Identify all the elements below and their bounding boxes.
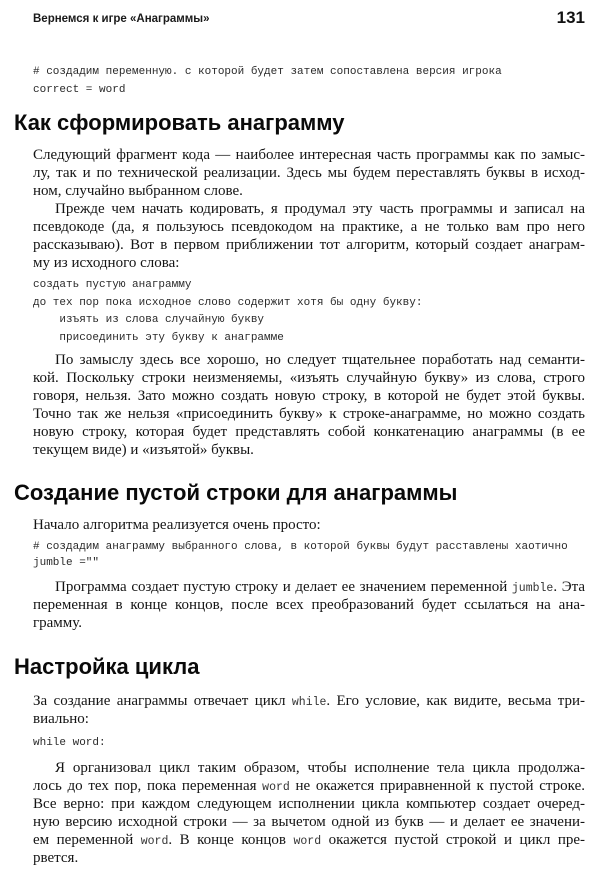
text-run: jumble ="" xyxy=(33,557,100,569)
paragraph-line xyxy=(33,517,585,535)
text-run: рвется. xyxy=(33,850,79,866)
text-run: переменная в конце концов, после всех преобразований будет ссылаться на ана- xyxy=(33,597,585,613)
text-run: изъять из слова случайную букву xyxy=(33,314,265,327)
paragraph-line xyxy=(33,424,585,442)
paragraph-line xyxy=(33,352,585,370)
paragraph-line xyxy=(33,814,585,832)
text-run: виально: xyxy=(33,711,89,727)
code-line xyxy=(33,84,585,102)
text-run: лу, так и по технической реализации. Здесь мы будем переставлять буквы в исход- xyxy=(33,165,585,181)
text-run: . В конце концов xyxy=(168,832,294,848)
code-line xyxy=(33,737,585,755)
paragraph-line xyxy=(33,615,585,633)
paragraph-line xyxy=(33,255,585,273)
paragraph-line xyxy=(33,597,585,615)
text-run: окажется пустой строкой и цикл пре- xyxy=(321,832,585,848)
inline-code: word xyxy=(140,835,169,848)
paragraph-line xyxy=(33,711,585,729)
text-run: присоединить эту букву к анаграмме xyxy=(33,332,284,345)
text-run: while word: xyxy=(33,737,106,749)
paragraph-line xyxy=(33,237,585,255)
text-run: ем переменной xyxy=(33,832,141,848)
text-run: грамму. xyxy=(33,615,83,631)
running-title: Вернемся к игре «Анаграммы» xyxy=(33,13,210,25)
text-run: рассказываю). Вот в первом приближении тот алгоритм, который создает анаграм- xyxy=(33,237,585,253)
text-run: создать пустую анаграмму xyxy=(33,279,192,291)
text-run: му из исходного слова: xyxy=(33,255,180,271)
code-line xyxy=(33,557,585,575)
paragraph-line xyxy=(33,388,585,406)
paragraph-line xyxy=(33,370,585,388)
text-run: correct = word xyxy=(33,84,126,96)
text-run: кой. Поскольку строки неизменяемы, «изъять случайную букву» из слова, строго xyxy=(33,370,585,386)
code-line xyxy=(33,279,585,297)
code-line xyxy=(33,314,585,332)
paragraph-line xyxy=(33,406,585,424)
text-run: говоря, нельзя. Зато можно создать новую строку, в которой не будет этой буквы. xyxy=(33,388,585,404)
page-number: 131 xyxy=(556,8,585,27)
paragraph-line xyxy=(33,201,585,219)
inline-code: while xyxy=(291,696,327,709)
section-heading: Настройка цикла xyxy=(14,654,200,679)
text-run: # создадим анаграмму выбранного слова, в которой буквы будут расставлены хаотично xyxy=(33,541,568,553)
text-run: Следующий фрагмент кода — наиболее интересная часть программы как по замыс- xyxy=(33,147,585,163)
paragraph-line xyxy=(33,850,585,868)
code-line xyxy=(33,66,585,84)
code-line xyxy=(33,297,585,315)
text-run: текущем виде) и «изъятой» буквы. xyxy=(33,442,254,458)
text-run: псевдокоде (да, я пользуюсь псевдокодом на практике, а не только вам про него xyxy=(33,219,585,235)
text-run: Начало алгоритма реализуется очень просто: xyxy=(33,517,321,533)
text-run: Прежде чем начать кодировать, я продумал эту часть программы и записал на xyxy=(55,201,585,217)
paragraph-line xyxy=(33,796,585,814)
text-run: Все верно: при каждом следующем исполнении цикла компьютер создает очеред- xyxy=(33,796,585,812)
text-run: новую строку, которая будет представлять собой конкатенацию анаграммы (в ее xyxy=(33,424,585,440)
section-heading: Создание пустой строки для анаграммы xyxy=(14,480,458,505)
text-run: Я организовал цикл таким образом, чтобы исполнение тела цикла продолжа- xyxy=(55,760,585,776)
text-run: По замыслу здесь все хорошо, но следует тщательнее поработать над семанти- xyxy=(55,352,585,368)
paragraph-line xyxy=(33,183,585,201)
text-run: # создадим переменную. с которой будет затем сопоставлена версия игрока xyxy=(33,66,502,78)
text-run: ном, случайно выбранном слове. xyxy=(33,183,243,199)
code-line xyxy=(33,332,585,350)
paragraph-line xyxy=(33,832,585,850)
paragraph-line xyxy=(33,147,585,165)
paragraph-line xyxy=(33,778,585,796)
text-run: ную версию исходной строки — за вычетом одной из букв — и делает ее значени- xyxy=(33,814,585,830)
paragraph-line xyxy=(33,760,585,778)
text-run: . Эта xyxy=(553,579,585,595)
text-run: лось до тех пор, пока переменная xyxy=(33,778,263,794)
text-run: . Его условие, как видите, весьма три- xyxy=(326,693,585,709)
text-run: не окажется приравненной к пустой строке. xyxy=(289,778,585,794)
inline-code: word xyxy=(293,835,322,848)
paragraph-line xyxy=(33,579,585,597)
text-run: За создание анаграммы отвечает цикл xyxy=(33,693,292,709)
text-run: Программа создает пустую строку и делает ее значением переменной xyxy=(55,579,512,595)
inline-code: jumble xyxy=(511,582,554,595)
inline-code: word xyxy=(262,781,290,794)
text-run: Точно так же нельзя «присоединить букву» к строке-анаграмме, но можно создать xyxy=(33,406,585,422)
section-heading: Как сформировать анаграмму xyxy=(14,110,345,135)
paragraph-line xyxy=(33,693,585,711)
paragraph-line xyxy=(33,165,585,183)
paragraph-line xyxy=(33,442,585,460)
paragraph-line xyxy=(33,219,585,237)
text-run: до тех пор пока исходное слово содержит хотя бы одну букву: xyxy=(33,296,423,309)
